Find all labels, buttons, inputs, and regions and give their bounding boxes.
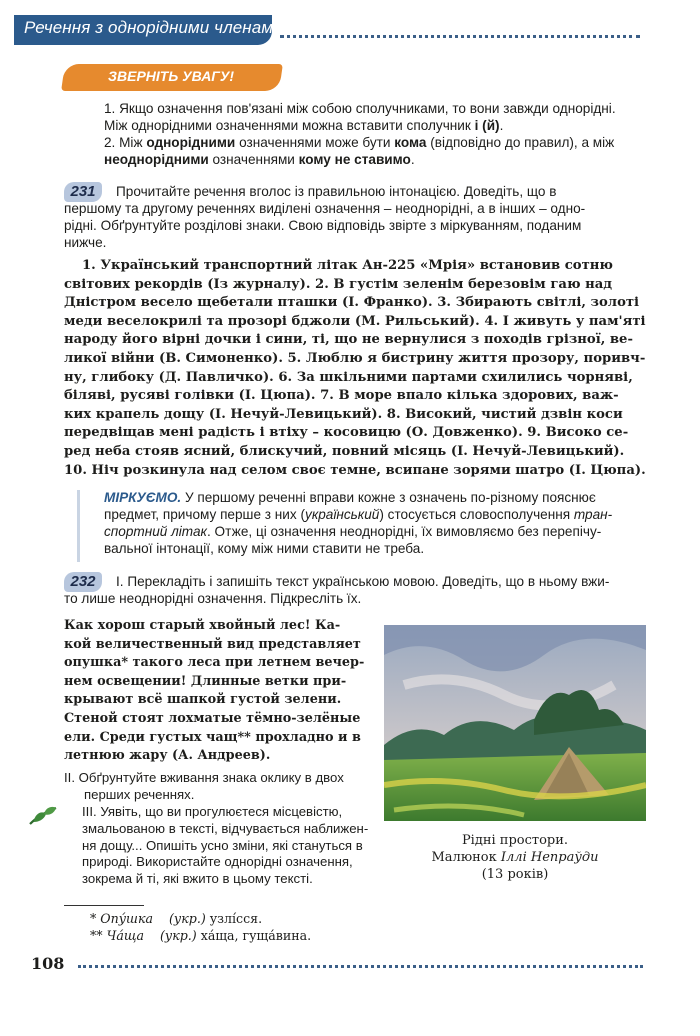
leaf-icon [28,804,58,828]
task2-line: перших реченнях. [84,786,195,802]
footnotes [90,910,490,944]
sentence-line: ких крапель дощу (І. Нечуй-Левицький). 8. Високий, чистий дзвін коси [64,406,623,422]
text-line: нем освещении! Длинные ветки при- [64,673,347,689]
exercise-232-task-3 [82,804,378,888]
text-line: Как хорош старый хвойный лес! Ка- [64,618,341,633]
exercise-231-number: 231 [64,182,102,202]
sentence-line: 1. Український транспортний літак Ан-225 «Мрія» встановив сотню [82,258,613,273]
reasoning-block [104,489,649,557]
task3-line: змальованою в тексті, відчувається наближен- [82,820,369,836]
ex232-task-line: І. Перекладіть і запишіть текст українською мовою. Доведіть, що в ньому вжи- [116,574,610,589]
task3-line: зокрема й ті, які вжито в цьому тексті. [82,871,313,887]
sentence-line: меди веселокрилі та прозорі бджоли (М. Рильський). 4. І живуть у пам'яті [64,313,646,329]
exercise-232-task-2 [64,770,376,803]
header-dotted-rule [280,35,640,38]
footnote-rule [64,905,144,906]
section-title: Речення з однорідними членами [24,18,283,37]
painting-caption [384,832,646,883]
ex232-task-line: то лише неоднорідні означення. Підкресліть їх. [64,591,362,606]
reasoning-line: вальної інтонації, кому між ними ставити не треба. [104,541,425,556]
text-line: ели. Среди густых чащ** прохладно и в [64,729,361,745]
ex231-task-line: Прочитайте речення вголос із правильною інтонацією. Доведіть, що в [116,184,557,199]
sentence-line: ну, глибоку (Д. Павличко). 6. За шкільними партами схилились чорняві, [64,369,633,385]
text-line: опушка* такого леса при летнем вечер- [64,655,365,671]
sentence-line: Дністром весело щебетали пташки (І. Франко). 3. Збирають світлі, золоті [64,295,640,311]
sentence-line: світових рекордів (Із журналу). 2. В густім зеленім березовім гаю над [64,276,613,292]
task3-line: природі. Використайте однорідні означення, [82,854,353,870]
caption-line: (13 років) [481,867,549,882]
rule-2-line-2: неоднорідними означеннями кому не ставимо. [104,152,415,167]
caption-line: Рідні простори. [461,833,569,848]
caption-line: Малюнок Іллі Непраўди [431,850,599,865]
attention-rules [104,100,654,168]
rule-1-line-2: Між однорідними означеннями можна вставити сполучник і (й). [104,118,504,133]
ex231-task-line: першому та другому реченнях виділені означення – неоднорідні, а в інших – одно- [64,201,586,216]
sentence-line: передвіщав мені радість і втіху – косовицю (О. Довженко). 9. Високо се- [64,425,629,441]
sentence-line: ред неба стояв ясний, блискучий, повний місяць (І. Нечуй-Левицький). [64,443,625,459]
sentence-line: народу його вірні дочки і сини, ті, що не вернулися з походів грізної, ве- [64,332,633,348]
exercise-232-number: 232 [64,572,102,592]
landscape-painting [384,625,646,821]
text-line: крывают всё шапкой густой зелени. [64,692,342,708]
rule-2-line-1: 2. Між однорідними означеннями може бути кома (відповідно до правил), а між [104,135,615,150]
task2-line: ІІ. Обґрунтуйте вживання знака оклику в двох [64,770,344,785]
reasoning-line: предмет, причому перше з них (український) стосується словосполучення тран- [104,507,613,522]
rule-1-line-1: 1. Якщо означення пов'язані між собою сполучниками, то вони завжди однорідні. [104,101,616,116]
text-line: Стеной стоят лохматые тёмно-зелёные [64,710,361,726]
exercise-231-sentences [64,257,649,480]
sentence-line: 10. Ніч розкинула над селом своє темне, всипане зорями шатро (І. Цюпа). [64,462,646,478]
exercise-231-task [64,183,644,251]
footnote-2: ** Ча́ща (укр.) ха́ща, гуща́вина. [90,928,312,943]
task3-line: ІІІ. Уявіть, що ви прогулюєтеся місцевістю, [82,804,343,819]
sentence-line: ликої війни (В. Симоненко). 5. Люблю я бистрину життя прозору, поривч- [64,350,646,366]
text-line: кой величественный вид представляет [64,636,361,652]
ex231-task-line: рідні. Обґрунтуйте розділові знаки. Свою відповідь звірте з міркуванням, поданим [64,218,582,233]
attention-label: ЗВЕРНІТЬ УВАГУ! [108,68,235,84]
reasoning-label: МІРКУЄМО. [104,490,182,505]
footer-dotted-rule [78,965,643,968]
reasoning-line: МІРКУЄМО. У першому реченні вправи кожне з означень по-різному пояснює [104,490,596,505]
sentence-line: біляві, русяві голівки (І. Цюпа). 7. В море впало кілька здорових, важ- [64,388,619,404]
footnote-1: * Опу́шка (укр.) узлі́сся. [90,911,263,926]
ex231-task-line: нижче. [64,235,107,250]
exercise-232-task [64,573,649,607]
reasoning-side-bar [77,490,80,562]
page-number: 108 [31,954,65,973]
reasoning-line: спортний літак. Отже, ці означення неоднорідні, їх вимовляємо без перепічу- [104,524,602,539]
task3-line: ня дощу... Опишіть усно зміни, які стануться в [82,837,363,853]
text-line: летнюю жару (А. Андреев). [64,748,271,764]
exercise-232-russian-text [64,617,376,766]
